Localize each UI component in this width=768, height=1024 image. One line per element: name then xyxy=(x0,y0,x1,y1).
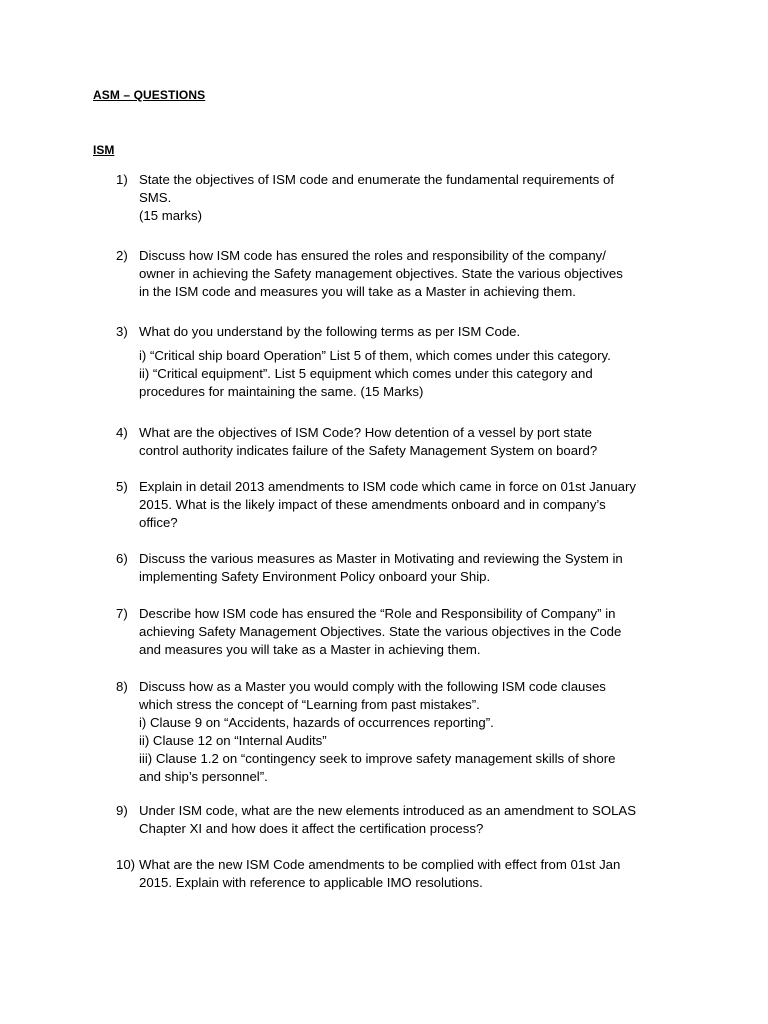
subitem-line: ii) “Critical equipment”. List 5 equipment which comes under this category and xyxy=(139,366,593,381)
question-line: 2015. Explain with reference to applicable IMO resolutions. xyxy=(139,875,483,890)
question-5 xyxy=(116,478,676,532)
question-line: and ship’s personnel”. xyxy=(139,769,268,784)
question-number: 6) xyxy=(116,551,128,566)
question-line: Under ISM code, what are the new elements introduced as an amendment to SOLAS xyxy=(139,803,637,818)
question-line: owner in achieving the Safety management objectives. State the various objectives xyxy=(139,266,623,281)
question-line: Discuss how as a Master you would comply with the following ISM code clauses xyxy=(139,679,606,694)
question-line: Discuss the various measures as Master in Motivating and reviewing the System in xyxy=(139,551,623,566)
question-number: 1) xyxy=(116,172,128,187)
question-8 xyxy=(116,678,676,786)
question-line: office? xyxy=(139,515,178,530)
section-heading: ISM xyxy=(93,143,115,157)
subitem-line: procedures for maintaining the same. (15 Marks) xyxy=(139,384,424,399)
question-10 xyxy=(116,856,676,892)
document-title: ASM – QUESTIONS xyxy=(93,88,206,102)
question-number: 4) xyxy=(116,425,128,440)
subitem-line: i) “Critical ship board Operation” List 5 of them, which comes under this category. xyxy=(139,348,611,363)
question-line: SMS. xyxy=(139,190,172,205)
question-number: 3) xyxy=(116,324,128,339)
question-3 xyxy=(116,323,676,401)
question-line: which stress the concept of “Learning from past mistakes”. xyxy=(139,697,480,712)
question-line: ii) Clause 12 on “Internal Audits” xyxy=(139,733,327,748)
question-line: Discuss how ISM code has ensured the roles and responsibility of the company/ xyxy=(139,248,606,263)
question-line: State the objectives of ISM code and enumerate the fundamental requirements of xyxy=(139,172,615,187)
question-line: Explain in detail 2013 amendments to ISM code which came in force on 01st January xyxy=(139,479,637,494)
question-4 xyxy=(116,424,676,460)
question-number: 8) xyxy=(116,679,128,694)
question-1 xyxy=(116,171,676,225)
question-line: What are the new ISM Code amendments to be complied with effect from 01st Jan xyxy=(139,857,621,872)
question-6 xyxy=(116,550,676,586)
question-line: Chapter XI and how does it affect the certification process? xyxy=(139,821,484,836)
question-line: implementing Safety Environment Policy onboard your Ship. xyxy=(139,569,491,584)
question-number: 10) xyxy=(116,857,136,872)
question-number: 5) xyxy=(116,479,128,494)
question-number: 9) xyxy=(116,803,128,818)
question-line: (15 marks) xyxy=(139,208,203,223)
question-7 xyxy=(116,605,676,659)
question-line: Describe how ISM code has ensured the “Role and Responsibility of Company” in xyxy=(139,606,616,621)
question-line: control authority indicates failure of the Safety Management System on board? xyxy=(139,443,598,458)
question-line: iii) Clause 1.2 on “contingency seek to improve safety management skills of shore xyxy=(139,751,616,766)
question-subitems xyxy=(139,347,676,401)
question-line: in the ISM code and measures you will take as a Master in achieving them. xyxy=(139,284,576,299)
question-number: 2) xyxy=(116,248,128,263)
question-line: achieving Safety Management Objectives. State the various objectives in the Code xyxy=(139,624,622,639)
question-line: 2015. What is the likely impact of these amendments onboard and in company’s xyxy=(139,497,606,512)
question-line: What are the objectives of ISM Code? How detention of a vessel by port state xyxy=(139,425,593,440)
question-9 xyxy=(116,802,676,838)
question-line: i) Clause 9 on “Accidents, hazards of occurrences reporting”. xyxy=(139,715,494,730)
question-line: What do you understand by the following terms as per ISM Code. xyxy=(139,324,521,339)
question-2 xyxy=(116,247,676,301)
question-line: and measures you will take as a Master in achieving them. xyxy=(139,642,481,657)
question-number: 7) xyxy=(116,606,128,621)
